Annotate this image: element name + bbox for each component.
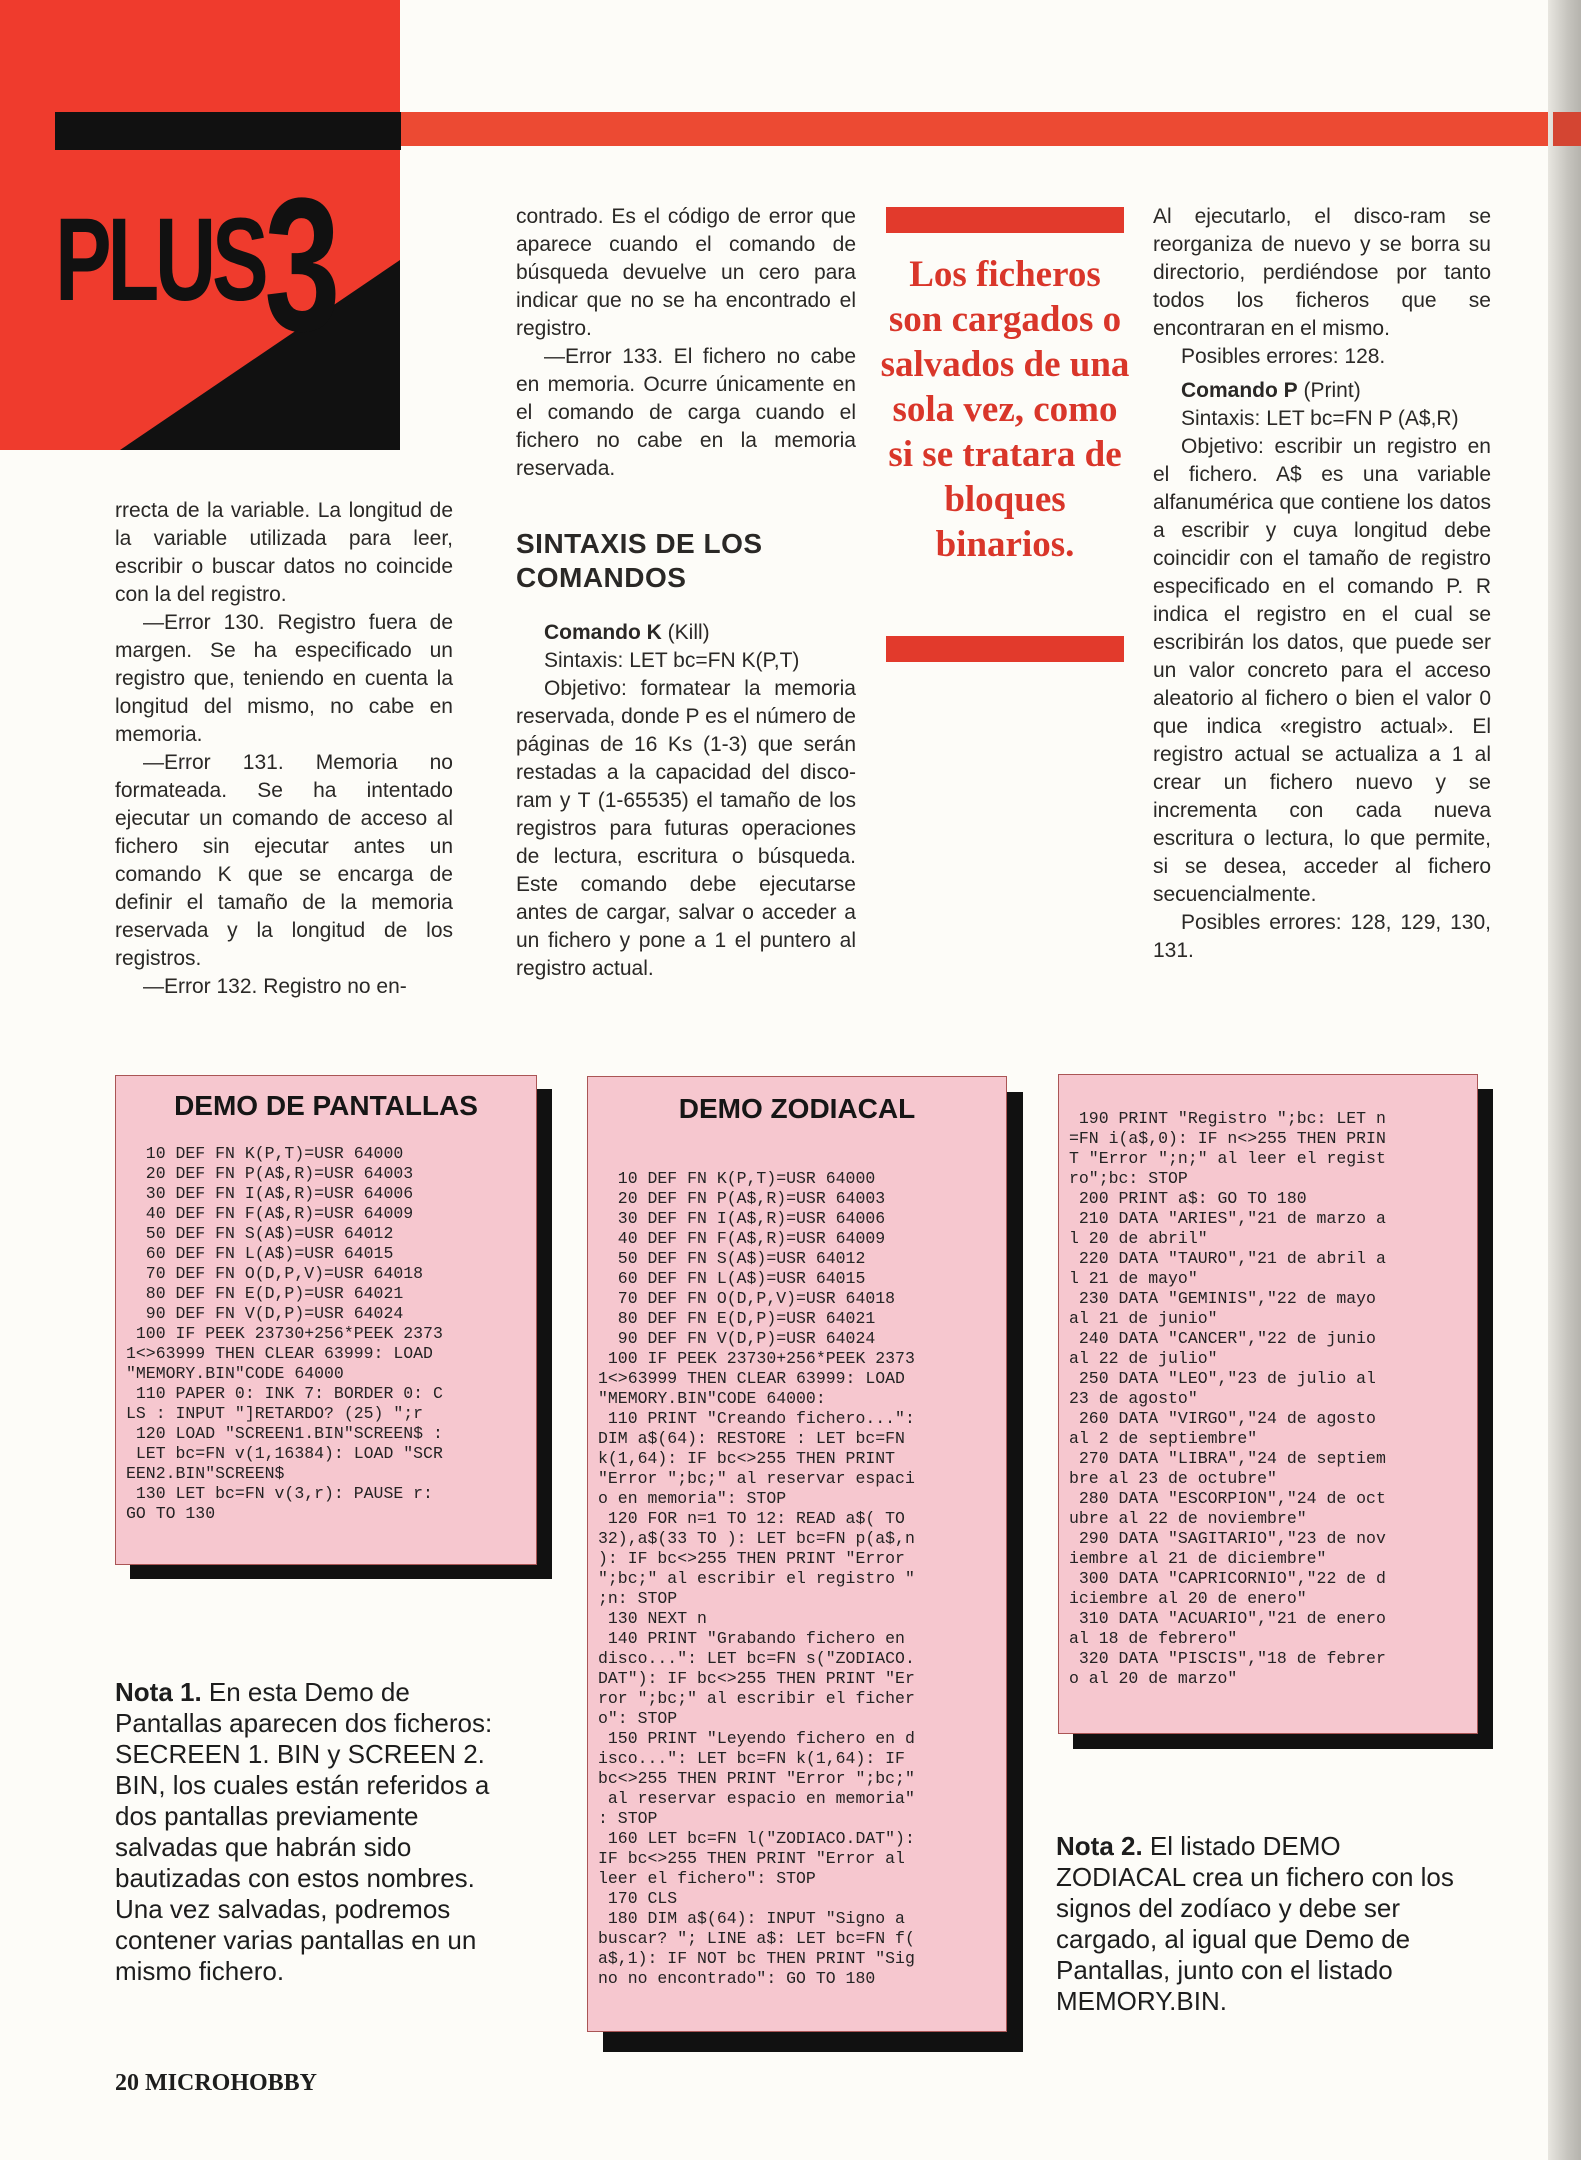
paragraph: Al ejecutarlo, el disco-ram se reorganiza de nuevo y se borra su directorio, perdiéndose por tanto todos los ficheros que se encontraran en el mismo. [1153, 205, 1491, 340]
command-p-syntax: Sintaxis: LET bc=FN P (A$,R) [1181, 407, 1459, 430]
article-column-3 [1153, 203, 1491, 965]
listing-demo-zodiacal-continued [1058, 1074, 1478, 1734]
pullquote: Los ficheros son cargados o salvados de una sola vez, como si se tratara de bloques binarios. [880, 254, 1130, 565]
note-text: El listado DEMO ZODIACAL crea un fichero con los signos del zodíaco y debe ser cargado, al igual que Demo de Pantallas, junto con el listado MEMORY.BIN. [1056, 1831, 1454, 2016]
pullquote-top-bar [886, 207, 1124, 233]
note-1 [115, 1677, 515, 1987]
command-k-paren: (Kill) [667, 621, 710, 644]
page-gutter [1548, 0, 1581, 2160]
listing-code: 190 PRINT "Registro ";bc: LET n =FN i(a$,0): IF n<>255 THEN PRIN T "Error ";n;" al leer el regist ro";bc: STOP 200 PRINT a$: GO TO 180 210 DATA "ARIES","21 de marzo a l 20 de abril" 220 DATA "TAURO","21 de abril a l 21 de mayo" 230 DATA "GEMINIS","22 de mayo al 21 de junio" 240 DATA "CANCER","22 de junio al 22 de julio" 250 DATA "LEO","23 de julio al 23 de agosto" 260 DATA "VIRGO","24 de agosto al 2 de septiembre" 270 DATA "LIBRA","24 de septiem bre al 23 de octubre" 280 DATA "ESCORPION","24 de oct ubre al 22 de noviembre" 290 DATA "SAGITARIO","23 de nov iembre al 21 de diciembre" 300 DATA "CAPRICORNIO","22 de d iciembre al 20 de enero" 310 DATA "ACUARIO","21 de enero al 18 de febrero" 320 DATA "PISCIS","18 de febrer o al 20 de marzo" [1069, 1109, 1386, 1688]
paragraph: Posibles errores: 128. [1181, 345, 1386, 368]
logo-digit: 3 [264, 159, 341, 371]
listing-title: DEMO ZODIACAL [678, 1093, 916, 1124]
header-black-bar [55, 112, 401, 150]
note-2 [1056, 1831, 1476, 2017]
note-label: Nota 2. [1056, 1831, 1143, 1861]
gutter-red-mark [1553, 112, 1581, 146]
paragraph: —Error 130. Registro fuera de margen. Se ha especificado un registro que, teniendo en cuenta la longitud del mismo, no cabe en memoria. [115, 611, 453, 746]
listing-demo-zodiacal [587, 1076, 1007, 2032]
listing-title: DEMO DE PANTALLAS [174, 1090, 478, 1121]
page-footer: 20 MICROHOBBY [115, 2070, 318, 2096]
section-heading: SINTAXIS DE LOS COMANDOS [516, 528, 763, 593]
header-red-bar [401, 112, 1553, 146]
paragraph: —Error 131. Memoria no formateada. Se ha intentado ejecutar un comando de acceso al fichero sin ejecutar antes un comando K que se encarga de definir el tamaño de la memoria reservada y la longitud de los registros. [115, 751, 453, 970]
command-k-title: Comando K [544, 621, 662, 644]
paragraph: —Error 132. Registro no en- [143, 975, 407, 998]
plus3-logo [55, 159, 341, 371]
article-column-2 [516, 203, 856, 983]
listing-code: 10 DEF FN K(P,T)=USR 64000 20 DEF FN P(A$,R)=USR 64003 30 DEF FN I(A$,R)=USR 64006 40 DEF FN F(A$,R)=USR 64009 50 DEF FN S(A$)=USR 64012 60 DEF FN L(A$)=USR 64015 70 DEF FN O(D,P,V)=USR 64018 80 DEF FN E(D,P)=USR 64021 90 DEF FN V(D,P)=USR 64024 100 IF PEEK 23730+256*PEEK 2373 1<>63999 THEN CLEAR 63999: LOAD "MEMORY.BIN"CODE 64000 110 PAPER 0: INK 7: BORDER 0: C LS : INPUT "]RETARDO? (25) ";r 120 LOAD "SCREEN1.BIN"SCREEN$ : LET bc=FN v(1,16384): LOAD "SCR EEN2.BIN"SCREEN$ 130 LET bc=FN v(3,r): PAUSE r: GO TO 130 [126, 1144, 443, 1523]
command-p-title: Comando P [1181, 379, 1298, 402]
pullquote-bottom-bar [886, 636, 1124, 662]
command-k-syntax: Sintaxis: LET bc=FN K(P,T) [544, 649, 800, 672]
paragraph: —Error 133. El fichero no cabe en memoria. Ocurre únicamente en el comando de carga cuando el fichero no cabe en la memoria reservada. [516, 345, 856, 480]
note-text: En esta Demo de Pantallas aparecen dos ficheros: SECREEN 1. BIN y SCREEN 2. BIN, los cuales están referidos a dos pantallas previamente salvadas que habrán sido bautizadas con estos nombres. Una vez salvadas, podremos contener varias pantallas en un mismo fichero. [115, 1677, 493, 1986]
listing-demo-pantallas [115, 1075, 537, 1565]
command-p-objective: Objetivo: escribir un registro en el fichero. A$ es una variable alfanumérica que contiene los datos a escribir y cuya longitud debe coincidir con el tamaño de registro especificado en el comando P. R indica el registro en el cual se escribirán los datos, que puede ser un valor concreto para el acceso aleatorio al fichero o bien el valor 0 que indica «registro actual». El registro actual se actualiza a 1 al crear un fichero nuevo y se incrementa con cada nueva escritura o lectura, lo que permite, si se desea, acceder al fichero secuencialmente. [1153, 435, 1491, 906]
paragraph: contrado. Es el código de error que aparece cuando el comando de búsqueda devuelve un cero para indicar que no se ha encontrado el registro. [516, 205, 856, 340]
article-column-1 [115, 497, 453, 1001]
command-k-objective: Objetivo: formatear la memoria reservada, donde P es el número de páginas de 16 Ks (1-3) que serán restadas a la capacidad del disco-ram y T (1-65535) el tamaño de los registros para futuras operaciones de lectura, escritura o búsqueda. Este comando debe ejecutarse antes de cargar, salvar o acceder a un fichero y pone a 1 el puntero al registro actual. [516, 677, 856, 980]
paragraph: rrecta de la variable. La longitud de la variable utilizada para leer, escribir o buscar datos no coincide con la del registro. [115, 499, 453, 606]
logo-text: PLUS [55, 194, 265, 326]
command-p-paren: (Print) [1303, 379, 1361, 402]
listing-code: 10 DEF FN K(P,T)=USR 64000 20 DEF FN P(A$,R)=USR 64003 30 DEF FN I(A$,R)=USR 64006 40 DEF FN F(A$,R)=USR 64009 50 DEF FN S(A$)=USR 64012 60 DEF FN L(A$)=USR 64015 70 DEF FN O(D,P,V)=USR 64018 80 DEF FN E(D,P)=USR 64021 90 DEF FN V(D,P)=USR 64024 100 IF PEEK 23730+256*PEEK 2373 1<>63999 THEN CLEAR 63999: LOAD "MEMORY.BIN"CODE 64000: 110 PRINT "Creando fichero...": DIM a$(64): RESTORE : LET bc=FN k(1,64): IF bc<>255 THEN PRINT "Error ";bc;" al reservar espaci o en memoria": STOP 120 FOR n=1 TO 12: READ a$( TO 32),a$(33 TO ): LET bc=FN p(a$,n ): IF bc<>255 THEN PRINT "Error ";bc;" al escribir el registro " ;n: STOP 130 NEXT n 140 PRINT "Grabando fichero en disco...": LET bc=FN s("ZODIACO. DAT"): IF bc<>255 THEN PRINT "Er ror ";bc;" al escribir el ficher o": STOP 150 PRINT "Leyendo fichero en d isco...": LET bc=FN k(1,64): IF bc<>255 THEN PRINT "Error ";bc;" al reservar espacio en memoria" : STOP 160 LET bc=FN l("ZODIACO.DAT"): IF bc<>255 THEN PRINT "Error al leer el fichero": STOP 170 CLS 180 DIM a$(64): INPUT "Signo a buscar? "; LINE a$: LET bc=FN f( a$,1): IF NOT bc THEN PRINT "Sig no no encontrado": GO TO 180 [598, 1169, 915, 1988]
note-label: Nota 1. [115, 1677, 202, 1707]
paragraph: Posibles errores: 128, 129, 130, 131. [1153, 911, 1491, 962]
